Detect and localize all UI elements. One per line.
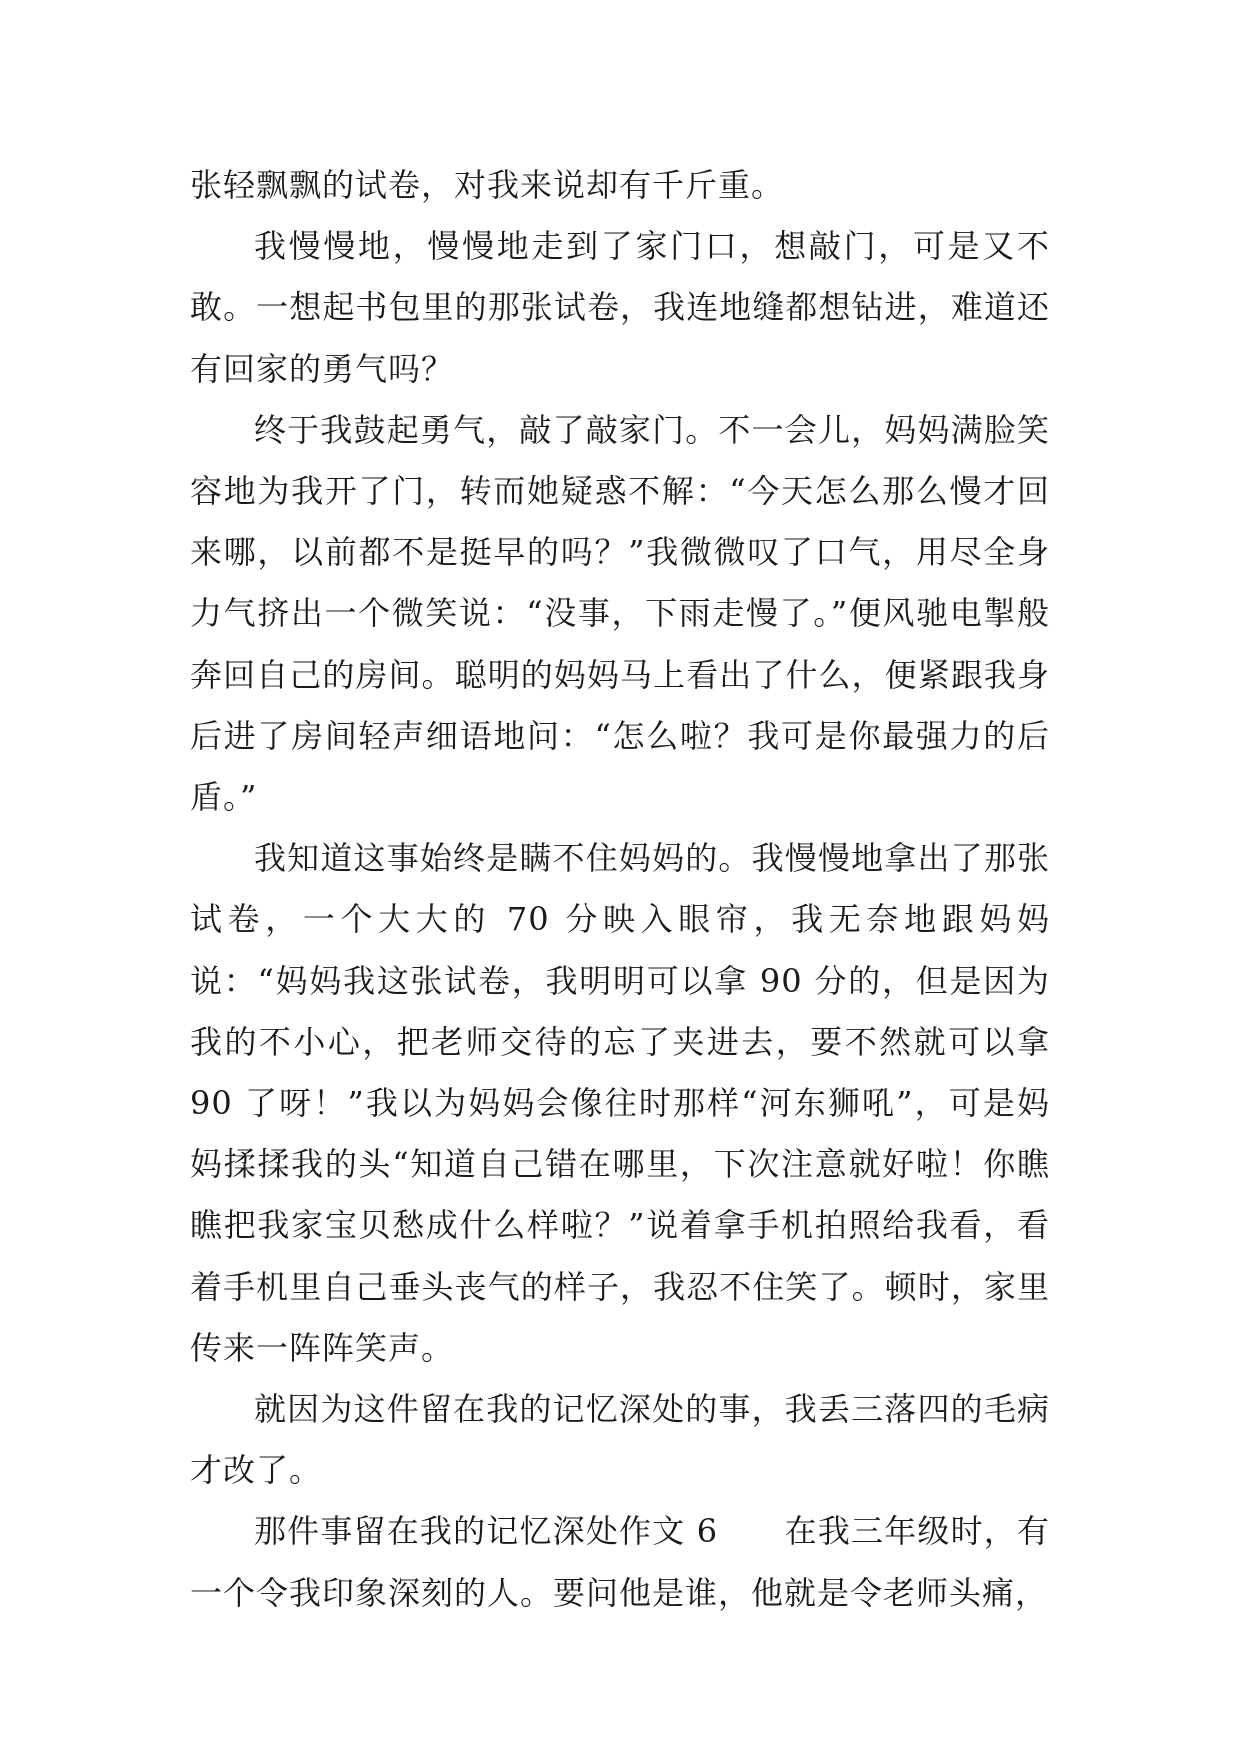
paragraph-2: 我慢慢地，慢慢地走到了家门口，想敲门，可是又不敢。一想起书包里的那张试卷，我连地缝都想钻进，难道还有回家的勇气吗？	[190, 227, 1050, 388]
paragraph-6-heading-start: 那件事留在我的记忆深处作文 6 在我三年级时，有一个令我印象深刻的人。要问他是谁，他就是令老师头痛，	[190, 1512, 1050, 1612]
paragraph-5: 就因为这件留在我的记忆深处的事，我丢三落四的毛病才改了。	[190, 1390, 1050, 1490]
essay-body	[190, 155, 1050, 1624]
paragraph-4: 我知道这事始终是瞒不住妈妈的。我慢慢地拿出了那张试卷，一个大大的 70 分映入眼帘，我无奈地跟妈妈说：“妈妈我这张试卷，我明明可以拿 90 分的，但是因为我的不小心，把老师交待的忘了夹进去，要不然就可以拿 90 了呀！”我以为妈妈会像往时那样“河东狮吼”，可是妈妈揉揉我的头“知道自己错在哪里，下次注意就好啦！你瞧瞧把我家宝贝愁成什么样啦？”说着拿手机拍照给我看，看着手机里自己垂头丧气的样子，我忍不住笑了。顿时，家里传来一阵阵笑声。	[190, 839, 1050, 1367]
paragraph-3: 终于我鼓起勇气，敲了敲家门。不一会儿，妈妈满脸笑容地为我开了门，转而她疑惑不解：“今天怎么那么慢才回来哪，以前都不是挺早的吗？”我微微叹了口气，用尽全身力气挤出一个微笑说：“没事，下雨走慢了。”便风驰电掣般奔回自己的房间。聪明的妈妈马上看出了什么，便紧跟我身后进了房间轻声细语地问：“怎么啦？我可是你最强力的后盾。”	[190, 410, 1050, 817]
paragraph-1: 张轻飘飘的试卷，对我来说却有千斤重。	[190, 166, 785, 204]
